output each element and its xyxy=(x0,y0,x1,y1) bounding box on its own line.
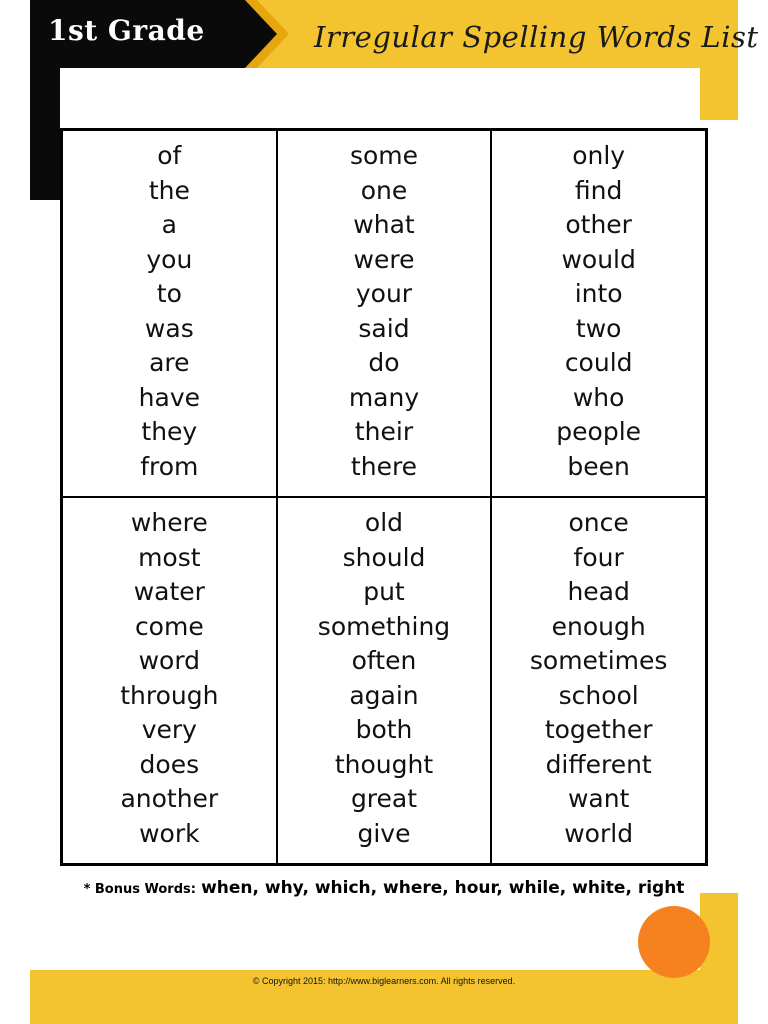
decorative-yellow-block xyxy=(700,68,738,120)
word: would xyxy=(561,244,636,274)
word: find xyxy=(574,175,623,205)
word-list-cell xyxy=(491,497,706,864)
word: water xyxy=(133,577,205,606)
word: to xyxy=(156,279,182,308)
word: do xyxy=(368,348,400,377)
word: different xyxy=(545,749,652,779)
bonus-words-line xyxy=(0,878,768,898)
word: you xyxy=(146,244,193,274)
word: most xyxy=(138,542,201,572)
word: old xyxy=(364,508,404,537)
word: word xyxy=(138,646,201,675)
word: sometimes xyxy=(529,646,668,675)
word: said xyxy=(358,313,410,343)
word: another xyxy=(120,784,219,813)
word: both xyxy=(355,715,413,744)
word: only xyxy=(572,141,626,170)
word: work xyxy=(139,818,200,848)
copyright-text: © Copyright 2015: http://www.biglearners.com. All rights reserved. xyxy=(252,976,516,986)
word-list-cell xyxy=(62,130,277,497)
word: a xyxy=(161,210,177,239)
word: their xyxy=(354,417,414,446)
word: want xyxy=(567,784,630,813)
word: through xyxy=(120,680,219,710)
word: into xyxy=(574,279,623,308)
word: great xyxy=(350,784,418,813)
word: does xyxy=(139,749,200,779)
word: the xyxy=(148,175,190,205)
word: there xyxy=(350,451,418,481)
word: two xyxy=(575,313,622,343)
word: they xyxy=(141,417,198,446)
word: school xyxy=(558,680,639,710)
orange-circle-icon xyxy=(638,906,710,978)
word: again xyxy=(349,680,419,710)
word-grid xyxy=(60,128,708,866)
word: many xyxy=(348,382,420,412)
word: what xyxy=(353,210,415,239)
word: your xyxy=(355,279,413,308)
word: from xyxy=(140,451,199,481)
word: put xyxy=(363,577,405,606)
word-list-cell xyxy=(277,130,492,497)
word: head xyxy=(567,577,630,606)
word: thought xyxy=(334,749,434,779)
word-list-cell xyxy=(277,497,492,864)
word-list-cell xyxy=(491,130,706,497)
word: often xyxy=(351,646,417,675)
word: been xyxy=(567,451,630,481)
word: people xyxy=(556,417,642,446)
word: were xyxy=(353,244,415,274)
page-title: Irregular Spelling Words List xyxy=(314,20,759,54)
word-list-cell xyxy=(62,497,277,864)
word: where xyxy=(130,508,208,537)
page-margin-right xyxy=(738,0,768,1024)
word: very xyxy=(141,715,197,744)
word: are xyxy=(149,348,190,377)
word: once xyxy=(568,508,629,537)
word: who xyxy=(572,382,625,412)
word: something xyxy=(317,611,451,641)
word: four xyxy=(573,542,624,572)
word: give xyxy=(357,818,411,848)
word: some xyxy=(349,141,419,170)
word: could xyxy=(564,348,633,377)
word: have xyxy=(138,382,200,412)
word: one xyxy=(360,175,408,205)
page-margin-left xyxy=(0,0,30,1024)
grade-label: 1st Grade xyxy=(48,14,205,47)
word: together xyxy=(544,715,653,744)
bonus-label: * Bonus Words: xyxy=(83,882,196,897)
word: should xyxy=(342,542,426,572)
bonus-words: when, why, which, where, hour, while, white, right xyxy=(201,878,685,898)
word: other xyxy=(565,210,632,239)
word: come xyxy=(134,611,204,641)
word: of xyxy=(157,141,182,170)
word: was xyxy=(144,313,194,343)
word: world xyxy=(564,818,634,848)
word: enough xyxy=(551,611,646,641)
